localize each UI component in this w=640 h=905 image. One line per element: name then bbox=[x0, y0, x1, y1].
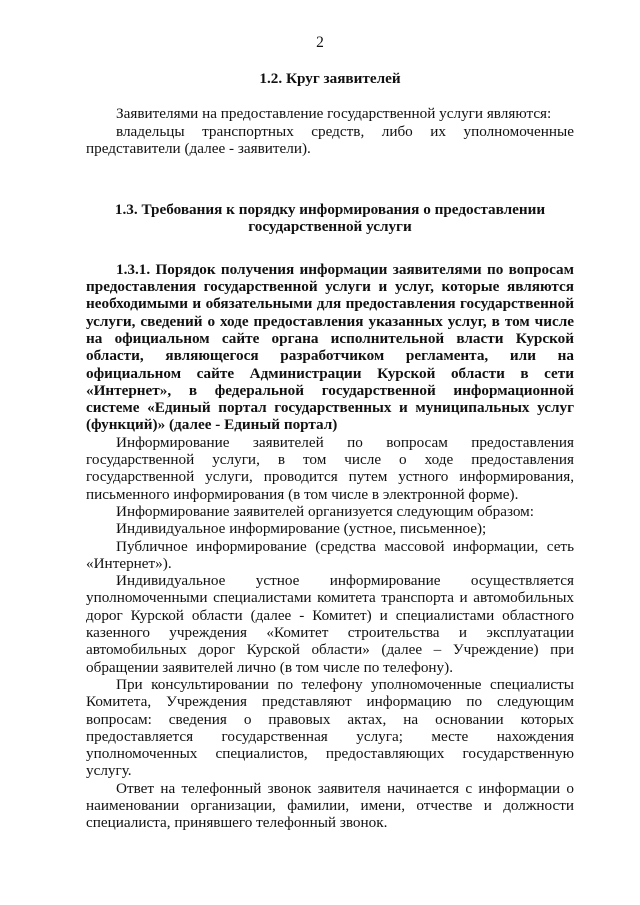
section-1-2-paragraph: Заявителями на предоставление государственной услуги являются: bbox=[116, 105, 552, 123]
subsection-1-3-1-heading: 1.3.1. Порядок получения информации заявителями по вопросам предоставления государственной услуги и услуг, которые являются необходимыми и обязательными для предоставления государственной услуги, сведений о ходе предоставления указанных услуг, в том числе на официальном сайте органа исполнительной власти Курской области, являющегося разработчиком регламента, или на официальном сайте Администрации Курской области в сети «Интернет», в федеральной государственной информационной системе «Единый портал государственных и муниципальных услуг (функций)» (далее - Единый портал) bbox=[86, 260, 574, 434]
section-1-3-heading-line1: 1.3. Требования к порядку информирования о предоставлении bbox=[114, 201, 546, 219]
body-paragraph: При консультировании по телефону уполномоченные специалисты Комитета, Учреждения представляют информацию по следующим вопросам: сведения о правовых актах, на основании которых предоставляется государственная услуга; месте нахождения уполномоченных специалистов, предоставляющих государственную услугу. bbox=[86, 675, 574, 780]
section-1-3-heading-line2: государственной услуги bbox=[248, 218, 412, 236]
body-paragraph: Информирование заявителей по вопросам предоставления государственной услуги, в том числе о ходе предоставления государственной услуги, проводится путем устного информирования, письменного информирования (в том числе в электронной форме). bbox=[86, 433, 574, 503]
section-1-2-paragraph: владельцы транспортных средств, либо их уполномоченные представители (далее - заявители). bbox=[86, 122, 574, 157]
document-body bbox=[86, 62, 574, 832]
body-paragraph: Индивидуальное информирование (устное, письменное); bbox=[116, 520, 487, 538]
section-1-2-heading: 1.2. Круг заявителей bbox=[259, 70, 401, 87]
body-paragraph: Ответ на телефонный звонок заявителя начинается с информации о наименовании организации, фамилии, имени, отчестве и должности специалиста, принявшего телефонный звонок. bbox=[86, 779, 574, 832]
section-1-3-heading bbox=[86, 201, 574, 236]
body-paragraph: Информирование заявителей организуется следующим образом: bbox=[116, 502, 535, 520]
body-paragraph: Публичное информирование (средства массовой информации, сеть «Интернет»). bbox=[86, 537, 574, 572]
body-paragraph: Индивидуальное устное информирование осуществляется уполномоченными специалистами комитета транспорта и автомобильных дорог Курской области (далее - Комитет) и специалистами областного казенного учреждения «Комитет строительства и эксплуатации автомобильных дорог Курской области» (далее – Учреждение) при обращении заявителей лично (в том числе по телефону). bbox=[86, 572, 574, 676]
page-number: 2 bbox=[316, 34, 324, 51]
